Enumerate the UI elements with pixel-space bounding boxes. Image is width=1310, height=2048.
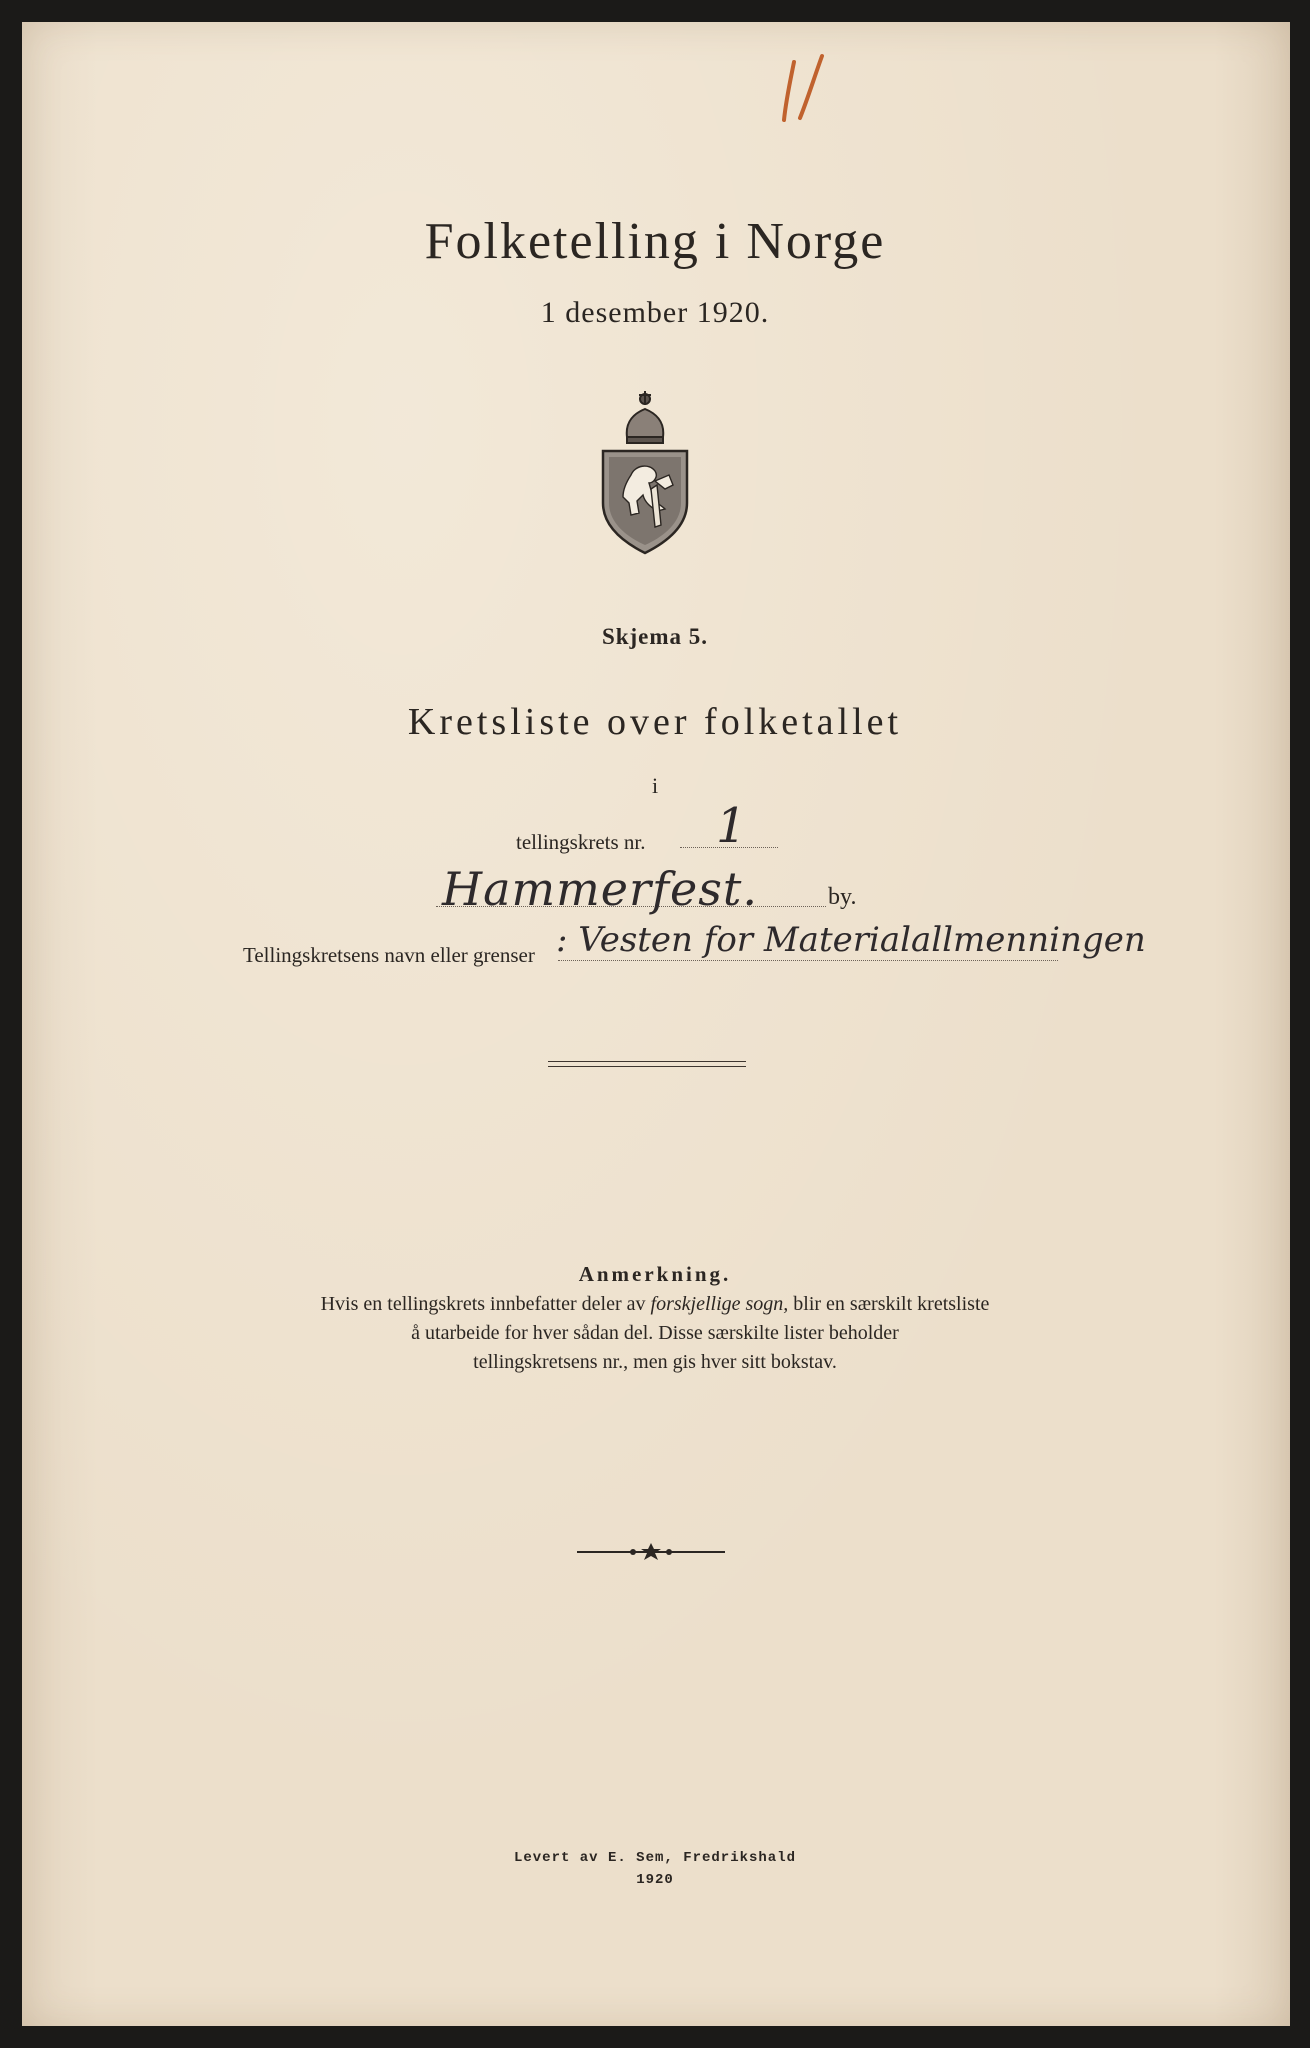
town-value: Hammerfest. — [442, 862, 758, 916]
preposition-i: i — [651, 773, 659, 798]
schema-number: Skjema 5. — [601, 624, 709, 649]
printer-year: 1920 — [636, 1872, 674, 1888]
boundary-value: : Vesten for Materialallmenningen — [556, 920, 1146, 960]
divider-rule — [548, 1061, 746, 1067]
district-number-label: tellingskrets nr. — [516, 830, 646, 854]
norwegian-coat-of-arms-icon — [595, 385, 695, 555]
town-suffix: by. — [828, 884, 857, 910]
note-text — [0, 1290, 1310, 1377]
form-heading: Kretsliste over folketallet — [407, 701, 903, 743]
printer-credit: Levert av E. Sem, Fredrikshald — [513, 1850, 797, 1866]
red-pencil-checkmark-icon — [778, 52, 838, 126]
boundary-label: Tellingskretsens navn eller grenser — [243, 943, 535, 967]
star-ornament-icon — [575, 1541, 727, 1563]
district-number-value: 1 — [716, 798, 747, 854]
note-title: Anmerkning. — [578, 1262, 732, 1286]
note-line-1: Hvis en tellingskrets innbefatter deler av forskjellige sogn, blir en særskilt kretsliste — [320, 1293, 990, 1315]
document-title: Folketelling i Norge — [424, 213, 886, 270]
note-line-2: å utarbeide for hver sådan del. Disse særskilte lister beholder — [411, 1322, 899, 1344]
note-line-3: tellingskretsens nr., men gis hver sitt bokstav. — [473, 1351, 837, 1373]
boundary-line — [558, 960, 1058, 961]
census-date: 1 desember 1920. — [540, 296, 770, 329]
